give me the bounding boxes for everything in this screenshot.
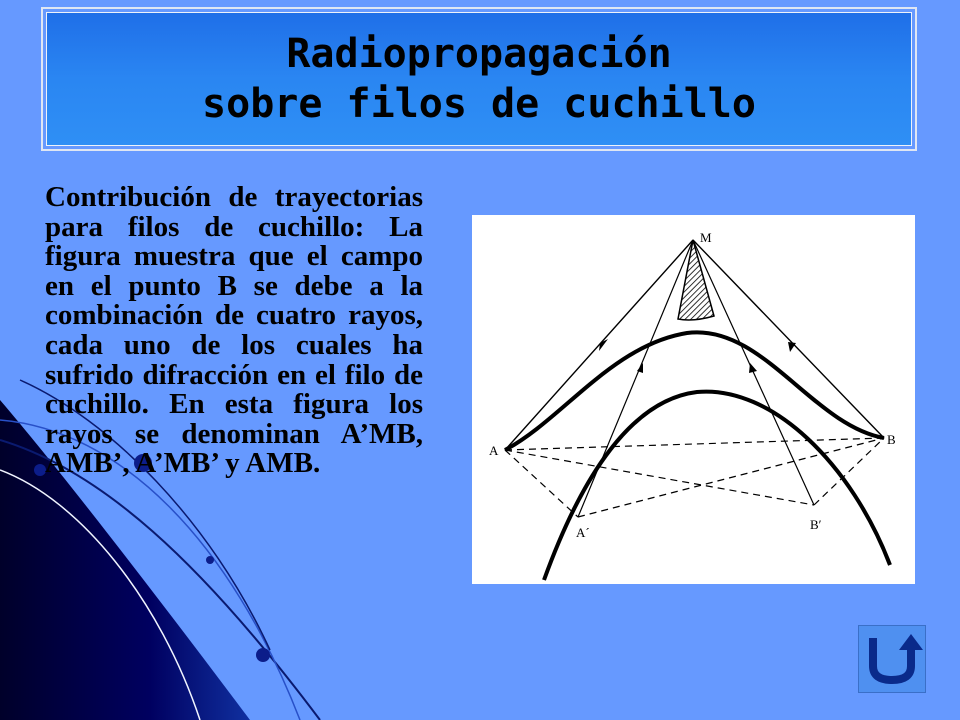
title-box — [46, 12, 912, 146]
label-a-prime: A´ — [576, 525, 590, 540]
title-frame — [41, 7, 917, 151]
label-a: A — [489, 443, 499, 458]
return-button[interactable] — [858, 625, 926, 693]
page-title-line-2: sobre filos de cuchillo — [202, 81, 756, 127]
arrow-m-b — [788, 342, 796, 352]
body-paragraph: Contribución de trayectorias para filos de cuchillo: La figura muestra que el campo en el punto B se debe a la combinación de cuatro rayos, cada uno de los cuales ha sufrido difracción en el filo de cuchillo. En esta figura los rayos se denominan A’MB, AMB’, A’MB’ y AMB. — [45, 181, 423, 480]
label-b-prime: B′ — [810, 517, 822, 532]
u-turn-return-icon — [859, 626, 925, 692]
ray-m-bprime — [693, 240, 814, 505]
knife-edge-diagram — [472, 215, 915, 584]
ray-m-b — [693, 240, 884, 438]
knife-edge-hatched — [678, 240, 714, 320]
arrow-m-bprime — [749, 363, 757, 373]
ray-a-m — [505, 240, 693, 450]
page-title-line-1: Radiopropagación — [286, 31, 672, 77]
label-m: M — [700, 230, 712, 245]
dashed-rays — [505, 438, 884, 517]
label-b: B — [887, 432, 896, 447]
